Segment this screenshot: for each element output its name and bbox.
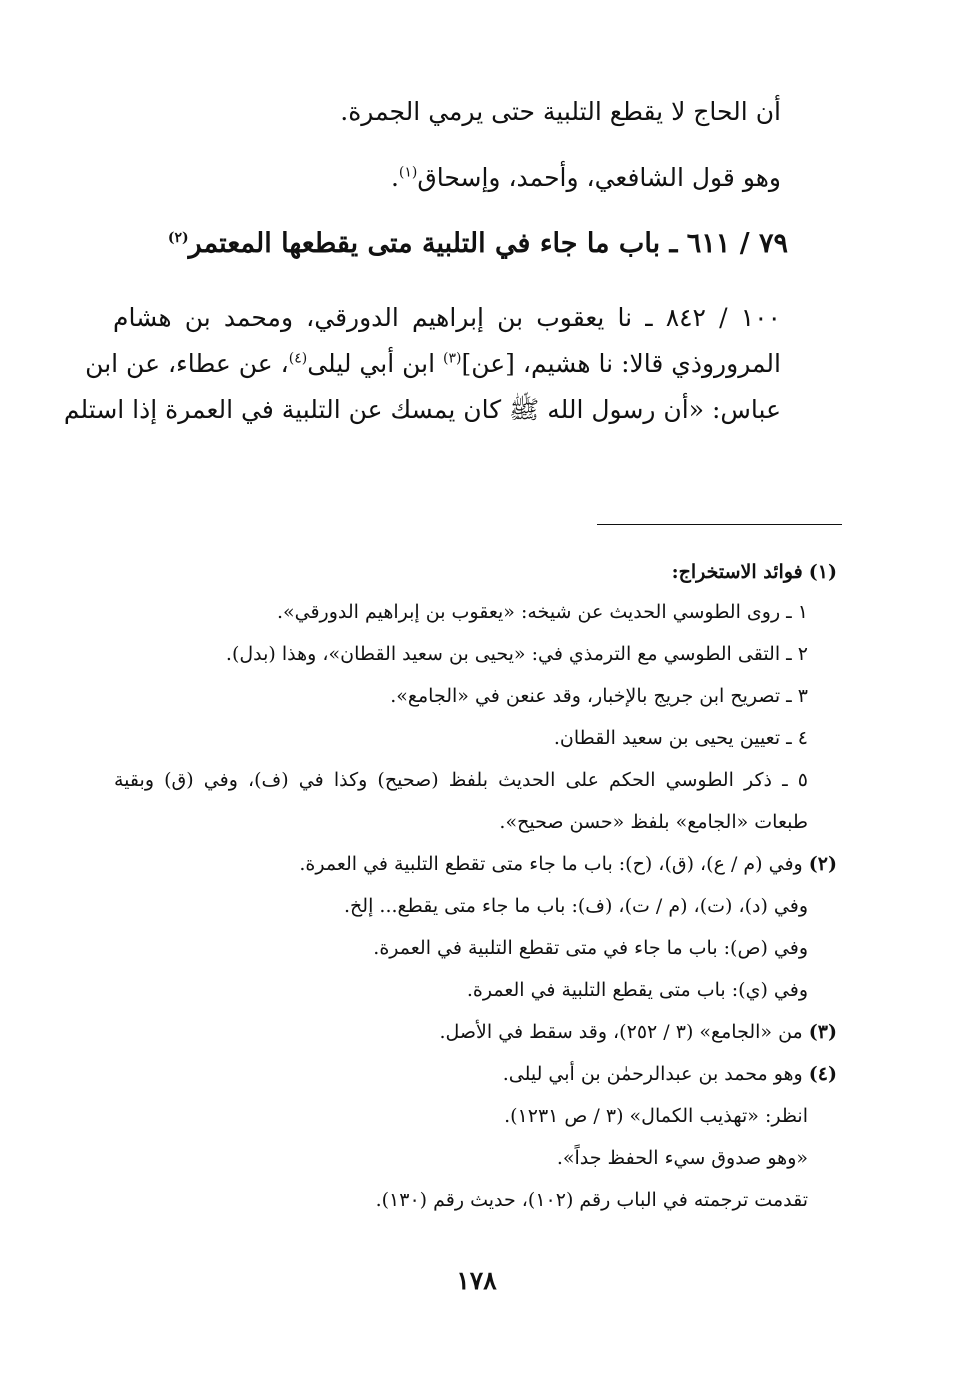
footnote-1-item-1-text: ١ ـ روى الطوسي الحديث عن شيخه: «يعقوب بن إبراهيم الدورقي». bbox=[276, 601, 808, 623]
footnote-4-line-1-text: وهو محمد بن عبدالرحمٰن بن أبي ليلى. bbox=[502, 1063, 803, 1085]
footnote-1-item-5-cont-text: طبعات «الجامع» بلفظ «حسن صحيح». bbox=[499, 811, 808, 833]
footnote-1-item-2 bbox=[226, 638, 808, 670]
page-number: ١٧٨ bbox=[456, 1266, 497, 1295]
footnote-2-line-3 bbox=[373, 932, 808, 964]
footnote-4-line-4-text: تقدمت ترجمته في الباب رقم (١٠٢)، حديث رقم (١٣٠). bbox=[375, 1189, 808, 1211]
main-text-line-2 bbox=[391, 158, 781, 198]
footnote-ref-1[interactable]: (١) bbox=[398, 164, 418, 181]
footnote-1-item-3 bbox=[390, 680, 808, 712]
footnote-2-line-2 bbox=[344, 890, 808, 922]
footnote-1-item-5 bbox=[114, 764, 808, 796]
hadith-line-1-text: ١٠٠ / ٨٤٢ ـ نا يعقوب بن إبراهيم الدورقي، ومحمد بن هشام bbox=[113, 303, 781, 332]
footnote-2-line-4 bbox=[467, 974, 808, 1006]
footnote-3-label: (٣) bbox=[808, 1021, 837, 1043]
hadith-line-3 bbox=[63, 390, 781, 430]
footnote-2-line-3-text: وفي (ص): باب ما جاء في متى تقطع التلبية في العمرة. bbox=[373, 937, 808, 959]
footnote-ref-3[interactable]: (٣) bbox=[443, 350, 462, 367]
footnote-4-line-3 bbox=[557, 1142, 808, 1174]
main-text-line-1-text: أن الحاج لا يقطع التلبية حتى يرمي الجمرة. bbox=[340, 97, 781, 126]
footnote-1-item-5-text: ٥ ـ ذكر الطوسي الحكم على الحديث بلفظ (صحيح) وكذا في (ف)، وفي (ق) وبقية bbox=[114, 769, 808, 791]
footnote-1-item-5-cont bbox=[499, 806, 808, 838]
footnote-3 bbox=[440, 1016, 838, 1048]
hadith-line-3-text: عباس: «أن رسول الله ﷺ كان يمسك عن التلبية في العمرة إذا استلم bbox=[63, 395, 781, 424]
main-text-line-2-tail: . bbox=[390, 163, 399, 192]
footnote-1-item-4-text: ٤ ـ تعيين يحيى بن سعيد القطان. bbox=[553, 727, 808, 749]
footnote-2-line-1 bbox=[299, 848, 837, 880]
main-text-line-1 bbox=[340, 92, 781, 132]
footnote-2-line-1-text: وفي (م / ع)، (ق)، (ح): باب ما جاء متى تقطع التلبية في العمرة. bbox=[299, 853, 803, 875]
footnote-1-item-4 bbox=[554, 722, 808, 754]
main-text-line-2-text: وهو قول الشافعي، وأحمد، وإسحاق bbox=[417, 163, 781, 192]
footnote-1-item-3-text: ٣ ـ تصريح ابن جريج بالإخبار، وقد عنعن في «الجامع». bbox=[390, 685, 808, 707]
hadith-line-2 bbox=[85, 344, 781, 384]
chapter-heading-text: ٧٩ / ٦١١ ـ باب ما جاء في التلبية متى يقطعها المعتمر bbox=[188, 228, 788, 259]
hadith-line-1 bbox=[113, 298, 781, 338]
footnote-1-label: (١) bbox=[808, 561, 837, 583]
footnote-1-header bbox=[672, 556, 837, 588]
footnote-4-line-2 bbox=[504, 1100, 808, 1132]
footnote-1-title: فوائد الاستخراج: bbox=[671, 561, 803, 583]
hadith-line-2-text: المروروذي قالا: نا هشيم، [عن] bbox=[461, 349, 781, 378]
footnote-4-line-4 bbox=[376, 1184, 808, 1216]
footnote-2-label: (٢) bbox=[808, 853, 837, 875]
hadith-line-2-end: ، عن عطاء، عن ابن bbox=[85, 349, 289, 378]
footnote-separator bbox=[597, 524, 842, 525]
footnote-ref-2[interactable]: (٢) bbox=[167, 230, 189, 246]
footnote-4-label: (٤) bbox=[808, 1063, 837, 1085]
footnote-2-line-2-text: وفي (د)، (ت)، (م / ت)، (ف): باب ما جاء متى يقطع... إلخ. bbox=[344, 895, 808, 917]
footnote-3-text: من «الجامع» (٣ / ٢٥٢)، وقد سقط في الأصل. bbox=[439, 1021, 803, 1043]
footnote-4-line-3-text: «وهو صدوق سيء الحفظ جداً». bbox=[556, 1147, 808, 1169]
hadith-line-2-mid: ابن أبي ليلى bbox=[307, 349, 443, 378]
footnote-ref-4[interactable]: (٤) bbox=[288, 350, 308, 367]
footnote-1-item-2-text: ٢ ـ التقى الطوسي مع الترمذي في: «يحيى بن سعيد القطان»، وهذا (بدل). bbox=[225, 643, 808, 665]
footnote-4-line-2-text: انظر: «تهذيب الكمال» (٣ / ص ١٢٣١). bbox=[504, 1105, 808, 1127]
footnote-1-item-1 bbox=[277, 596, 808, 628]
footnote-2-line-4-text: وفي (ي): باب متى يقطع التلبية في العمرة. bbox=[466, 979, 808, 1001]
chapter-heading bbox=[168, 222, 788, 266]
footnote-4-line-1 bbox=[503, 1058, 837, 1090]
